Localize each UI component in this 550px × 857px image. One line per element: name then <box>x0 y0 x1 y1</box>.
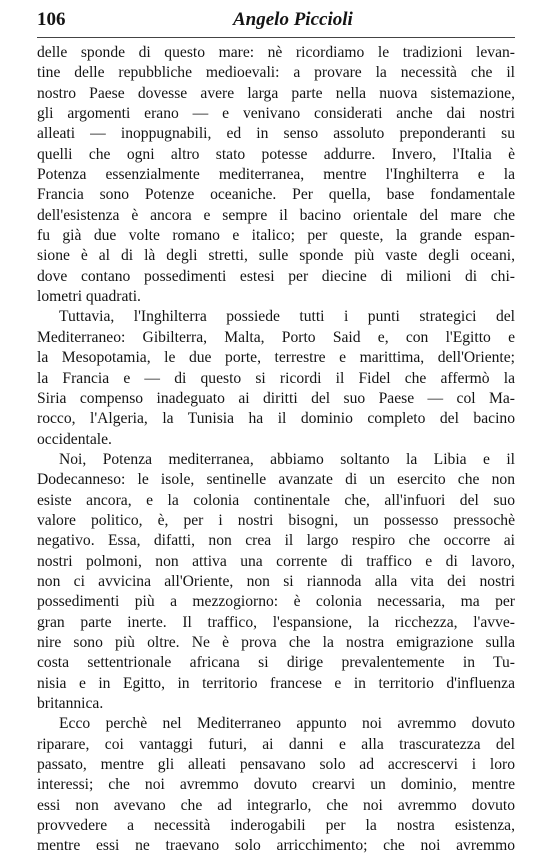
text-line: non ci avvicina all'Oriente, non si riannoda alla vita dei nostri <box>37 572 515 590</box>
text-line: dove contano possedimenti estesi per diecine di milioni di chi- <box>37 267 515 285</box>
text-line: nisia e in Egitto, in territorio francese e in territorio d'influenza <box>37 674 515 692</box>
text-line: dell'esistenza è ancora e sempre il bacino orientale del mare che <box>37 206 515 224</box>
text-line: esiste ancora, e la colonia continentale che, all'infuori del suo <box>37 491 515 509</box>
text-line: Potenza essenzialmente mediterranea, mentre l'Inghilterra e la <box>37 166 515 184</box>
text-line: valore politico, è, per i nostri bisogni, un possesso pressochè <box>37 511 515 529</box>
running-head-author: Angelo Piccioli <box>233 9 353 30</box>
text-line: nire sono più oltre. Ne è prova che la nostra emigrazione sulla <box>37 633 515 651</box>
text-line: riparare, coi vantaggi futuri, ai danni e alla trascuratezza del <box>37 735 515 753</box>
header-rule <box>37 37 515 38</box>
text-line: tine delle repubbliche medioevali: a provare la necessità che il <box>37 64 515 82</box>
text-line: Noi, Potenza mediterranea, abbiamo soltanto la Libia e il <box>59 450 515 468</box>
text-line: mentre essi ne traevano solo arricchimento; che noi avremmo <box>37 837 515 855</box>
text-line: fu già due volte romano e italico; per queste, la grande espan- <box>37 227 515 245</box>
text-line: Tuttavia, l'Inghilterra possiede tutti i punti strategici del <box>59 308 515 326</box>
text-line: nostri polmoni, non attiva una corrente di traffico e di lavoro, <box>37 552 515 570</box>
text-line: provvedere a necessità inderogabili per la nostra esistenza, <box>37 817 515 835</box>
text-line: Dodecanneso: le isole, sentinelle avanzate di un esercito che non <box>37 471 515 489</box>
text-line: lometri quadrati. <box>37 288 141 306</box>
text-line: delle sponde di questo mare: nè ricordiamo le tradizioni levan- <box>37 44 515 61</box>
text-line: occidentale. <box>37 430 112 448</box>
text-line: sione è al di là degli stretti, sulle sponde più vaste degli oceani, <box>37 247 515 265</box>
text-line: quelli che ogni altro stato potesse addurre. Invero, l'Italia è <box>37 145 515 163</box>
text-line: la Francia e — di questo si ricordi il Fidel che affermò la <box>37 369 515 387</box>
text-line: Siria compenso inadeguato ai diritti del suo Paese — col Ma- <box>37 389 515 407</box>
text-line: Francia sono Potenze oceaniche. Per quella, base fondamentale <box>37 186 515 204</box>
text-line: la Mesopotamia, le due porte, terrestre e marittima, dell'Oriente; <box>37 349 515 367</box>
text-line: gran parte inerte. Il traffico, l'espansione, la ricchezza, l'avve- <box>37 613 515 631</box>
text-line: Mediterraneo: Gibilterra, Malta, Porto Said e, con l'Egitto e <box>37 328 515 346</box>
text-line: Ecco perchè nel Mediterraneo appunto noi avremmo dovuto <box>59 715 515 733</box>
text-line: essi non avevano che ad integrarlo, che noi avremmo dovuto <box>37 796 515 814</box>
text-line: alleati — inoppugnabili, ed in senso assoluto preponderanti su <box>37 125 515 143</box>
text-line: nostro Paese dovesse avere larga parte nella nuova sistemazione, <box>37 84 515 102</box>
text-line: gli argomenti erano — e venivano considerati anche dai nostri <box>37 105 515 123</box>
page-header <box>37 9 515 33</box>
page-number: 106 <box>37 9 66 30</box>
text-line: interessi; che noi avremmo dovuto crearvi un dominio, mentre <box>37 776 515 794</box>
text-line: negativo. Essa, difatti, non crea il largo respiro che occorre ai <box>37 532 515 550</box>
text-line: rocco, l'Algeria, la Tunisia ha il dominio completo del bacino <box>37 410 515 428</box>
text-line: passato, mentre gli alleati pensavano solo ad accrescervi i loro <box>37 756 515 774</box>
text-line: possedimenti più a mezzogiorno: è colonia necessaria, ma per <box>37 593 515 611</box>
text-line: costa settentrionale africana si dirige prevalentemente in Tu- <box>37 654 515 672</box>
body-text <box>37 43 515 857</box>
text-line: britannica. <box>37 695 104 712</box>
